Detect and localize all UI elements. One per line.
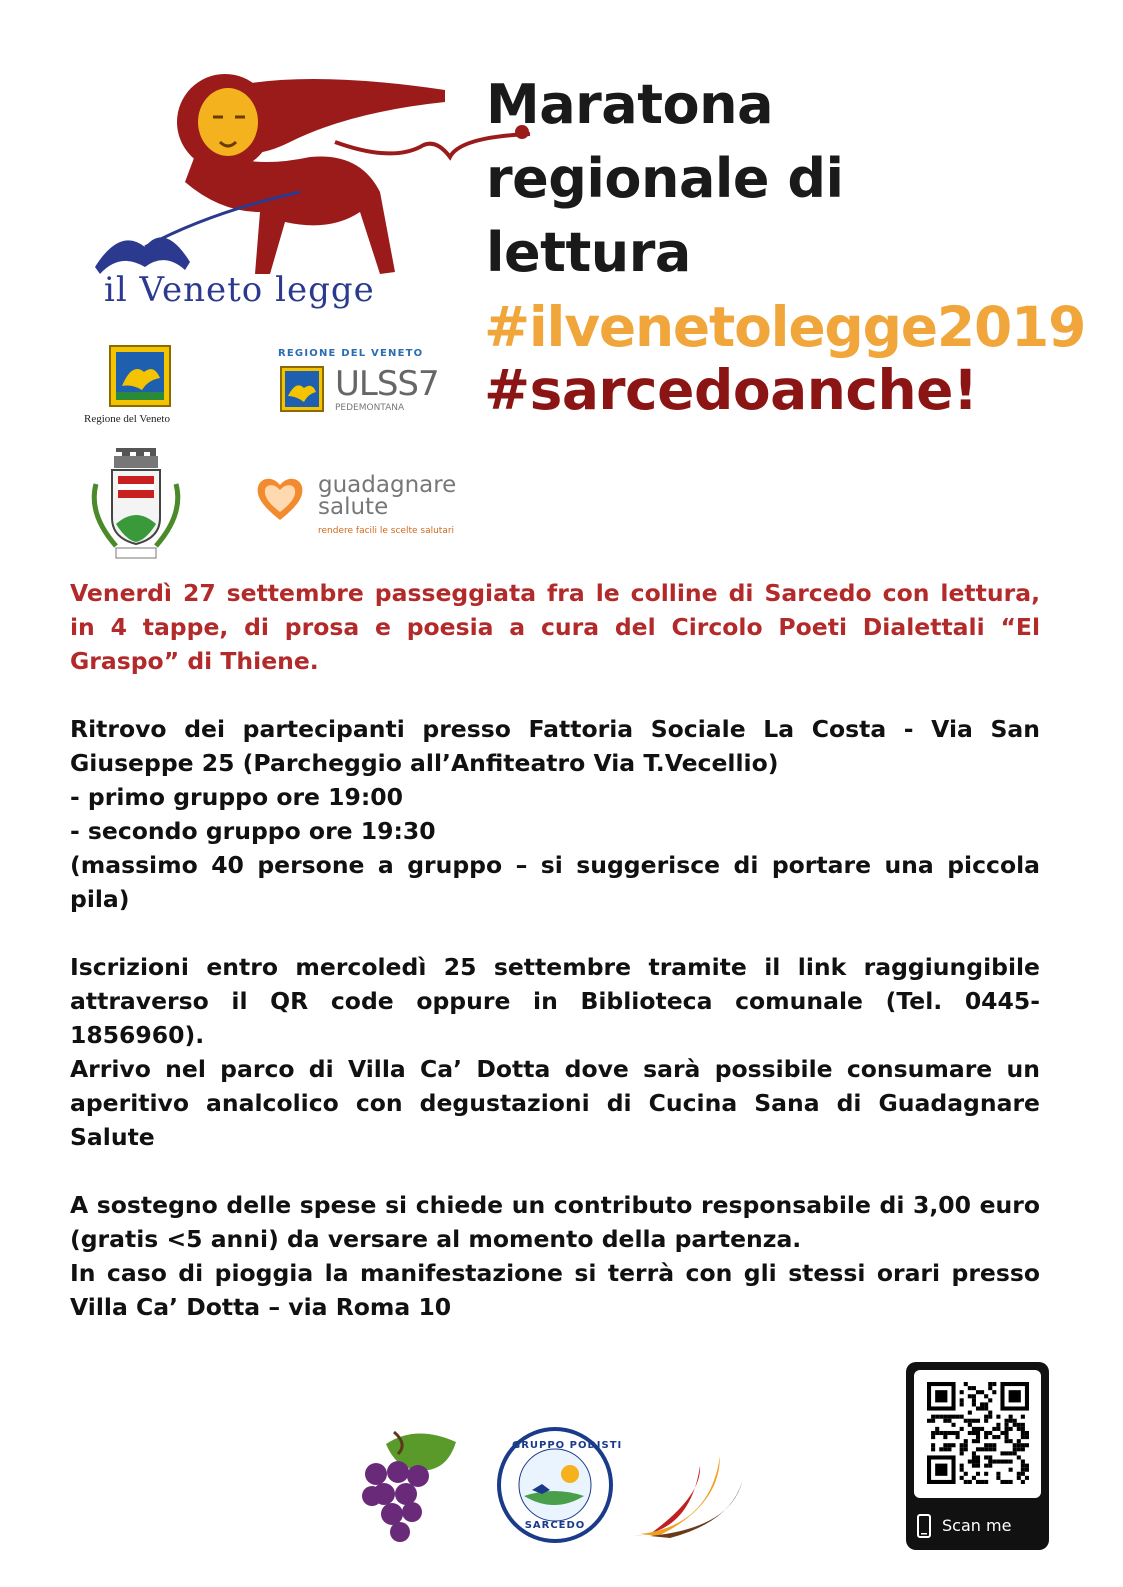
brand-text: il Veneto legge [104,270,375,310]
sarcedo-label: SARCEDO [524,1520,586,1531]
flame-swoosh-logo [630,1426,746,1542]
title-line-3: lettura [486,221,691,284]
hashtag-ilvenetolegge: #ilvenetolegge2019 [484,295,1086,359]
ulss-subtitle: PEDEMONTANA [335,403,405,413]
intro-paragraph [70,576,1040,678]
group-1-text: - primo gruppo ore 19:00 [70,783,403,811]
guadagnare-salute-name: guadagnare salute [318,472,457,520]
iscrizioni-text: Iscrizioni entro mercoledì 25 settembre tramite il link raggiungibile attraverso il QR code oppure in Biblioteca comunale (Tel. 0445-1856960). [70,953,1040,1049]
iscrizioni-paragraph [70,950,1040,1052]
ulss-crest-icon [280,366,324,412]
pioggia-text: In caso di pioggia la manifestazione si terrà con gli stessi orari presso Villa Ca’ Dotta – via Roma 10 [70,1259,1040,1321]
podisti-label: GRUPPO PODISTI [512,1440,623,1451]
intro-text: Venerdì 27 settembre passeggiata fra le colline di Sarcedo con lettura, in 4 tappe, di prosa e poesia a cura del Circolo Poeti Dialettali “El Graspo” di Thiene. [70,579,1040,675]
scan-me-label[interactable]: Scan me [942,1516,1012,1535]
page-title [486,68,1106,290]
ulss-name: ULSS7 [335,364,439,404]
title-line-1: Maratona [486,73,774,136]
sostegno-text: A sostegno delle spese si chiede un contributo responsabile di 3,00 euro (gratis <5 anni) da versare al momento della partenza. [70,1191,1040,1253]
regione-veneto-label: Regione del Veneto [84,413,170,425]
hashtag-sarcedoanche: #sarcedoanche! [484,358,978,422]
phone-icon [916,1514,932,1538]
ulss-header-label: REGIONE DEL VENETO [278,348,424,359]
grapes-icon [346,1424,464,1550]
arrivo-text: Arrivo nel parco di Villa Ca’ Dotta dove sarà possibile consumare un aperitivo analcolico con degustazioni di Cucina Sana di Guadagnare Salute [70,1055,1040,1151]
max-people-text: (massimo 40 persone a gruppo – si suggerisce di portare una piccola pila) [70,851,1040,913]
guadagnare-salute-subtitle: rendere facili le scelte salutari [318,526,455,536]
qr-code-icon[interactable] [927,1382,1029,1484]
sostegno-section [70,1188,1040,1324]
group-2-text: - secondo gruppo ore 19:30 [70,817,436,845]
il-veneto-legge-lion-logo [90,62,540,277]
regione-veneto-crest-icon [108,344,172,408]
guadagnare-salute-heart-icon [254,474,306,522]
title-line-2: regionale di [486,147,844,210]
sarcedo-coat-of-arms-icon [86,444,186,566]
ritrovo-text: Ritrovo dei partecipanti presso Fattoria Sociale La Costa - Via San Giuseppe 25 (Parcheggio all’Anfiteatro Via T.Vecellio) [70,715,1040,777]
gruppo-podisti-logo [496,1426,623,1544]
ritrovo-section [70,712,1040,916]
arrivo-paragraph [70,1052,1040,1154]
